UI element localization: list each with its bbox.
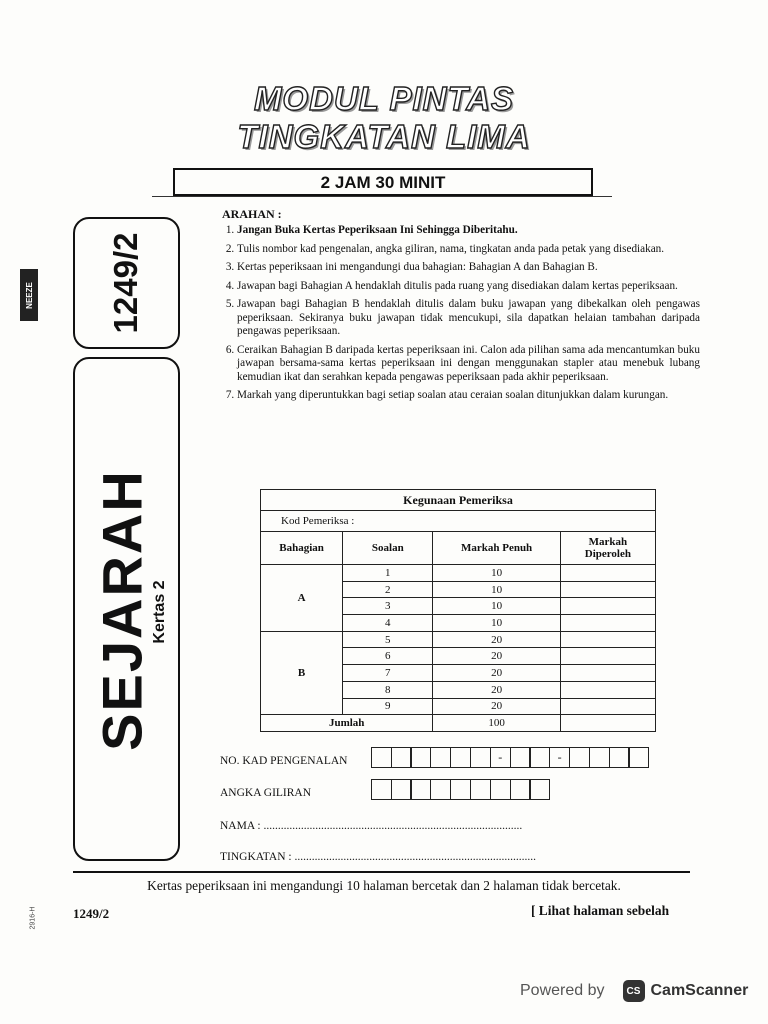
ic-digit-box[interactable] <box>569 747 590 768</box>
ic-digit-box[interactable] <box>510 747 531 768</box>
instruction-item: 5. Jawapan bagi Bahagian B hendaklah ditulis dalam buku jawapan yang dibekalkan oleh pengawas peperiksaan. Sekiranya buku jawapan tidak mencukupi, sila dapatkan helaian tambahan daripada pengawas peperiksaan. <box>237 298 700 338</box>
table-title: Kegunaan Pemeriksa <box>261 490 656 511</box>
ic-separator: - <box>549 747 570 768</box>
section-a-label: A <box>261 565 343 632</box>
instructions-heading: ARAHAN : <box>222 207 282 221</box>
marks-obtained-cell[interactable] <box>560 581 655 598</box>
class-field[interactable]: TINGKATAN : .................................................................................... <box>220 851 536 863</box>
index-number-boxes[interactable] <box>372 779 550 800</box>
examiner-table <box>260 489 656 732</box>
index-digit-box[interactable] <box>391 779 412 800</box>
header-section: Bahagian <box>261 532 343 565</box>
total-full-marks: 100 <box>433 715 560 732</box>
page-count-note: Kertas peperiksaan ini mengandungi 10 halaman bercetak dan 2 halaman tidak bercetak. <box>147 878 621 893</box>
class-label: TINGKATAN : <box>220 851 292 863</box>
instruction-item: 6. Ceraikan Bahagian B daripada kertas peperiksaan ini. Calon ada pilihan sama ada mencantumkan buku jawapan bersama-sama kertas peperiksaan ini dengan menggunakan stapler atau menebuk lubang kemudian ikat dan serahkan kepada pengawas peperiksaan pada akhir peperiksaan. <box>237 344 700 384</box>
instruction-item: 7. Markah yang diperuntukkan bagi setiap soalan atau ceraian soalan ditunjukkan dalam kurungan. <box>237 389 700 402</box>
total-label: Jumlah <box>261 715 433 732</box>
index-digit-box[interactable] <box>371 779 392 800</box>
full-marks: 20 <box>433 665 560 682</box>
index-digit-box[interactable] <box>470 779 491 800</box>
question-number: 3 <box>343 598 433 615</box>
full-marks: 10 <box>433 615 560 632</box>
question-number: 8 <box>343 681 433 698</box>
name-field[interactable]: NAMA : .......................................................................................... <box>220 820 523 832</box>
index-digit-box[interactable] <box>450 779 471 800</box>
question-number: 4 <box>343 615 433 632</box>
ic-digit-box[interactable] <box>470 747 491 768</box>
index-digit-box[interactable] <box>410 779 431 800</box>
instruction-item: 3. Kertas peperiksaan ini mengandungi dua bahagian: Bahagian A dan Bahagian B. <box>237 261 700 274</box>
marks-obtained-cell[interactable] <box>560 665 655 682</box>
full-marks: 20 <box>433 698 560 715</box>
marks-obtained-cell[interactable] <box>560 648 655 665</box>
question-number: 6 <box>343 648 433 665</box>
index-digit-box[interactable] <box>490 779 511 800</box>
examiner-code-label: Kod Pemeriksa : <box>281 515 355 527</box>
module-title-line1: MODUL PINTAS <box>253 80 515 117</box>
full-marks: 20 <box>433 648 560 665</box>
examiner-code-field[interactable] <box>261 511 656 532</box>
ic-digit-box[interactable] <box>391 747 412 768</box>
header-question: Soalan <box>343 532 433 565</box>
index-digit-box[interactable] <box>529 779 550 800</box>
full-marks: 10 <box>433 581 560 598</box>
ic-digit-box[interactable] <box>450 747 471 768</box>
side-code: 2916-H <box>29 906 37 930</box>
index-digit-box[interactable] <box>430 779 451 800</box>
paper-code: 1249/2 <box>107 232 144 334</box>
ic-number-boxes[interactable] <box>372 747 649 768</box>
marks-obtained-cell[interactable] <box>560 565 655 582</box>
marks-obtained-cell[interactable] <box>560 615 655 632</box>
full-marks: 20 <box>433 681 560 698</box>
footer-divider <box>73 871 690 873</box>
divider <box>152 196 612 197</box>
instruction-item: 4. Jawapan bagi Bahagian A hendaklah ditulis pada ruang yang disediakan dalam kertas peperiksaan. <box>237 280 700 293</box>
ic-separator: - <box>490 747 511 768</box>
name-label: NAMA : <box>220 820 261 832</box>
camscanner-logo-icon: CS <box>623 980 645 1002</box>
ic-digit-box[interactable] <box>628 747 649 768</box>
side-tag: NEEZE <box>20 269 38 321</box>
ic-label: NO. KAD PENGENALAN <box>220 755 348 767</box>
instruction-item: 2. Tulis nombor kad pengenalan, angka giliran, nama, tingkatan anda pada petak yang disediakan. <box>237 243 700 256</box>
powered-by-text: Powered by <box>520 982 605 999</box>
full-marks: 10 <box>433 565 560 582</box>
marks-obtained-cell[interactable] <box>560 631 655 648</box>
index-number-label: ANGKA GILIRAN <box>220 787 312 799</box>
section-b-label: B <box>261 631 343 714</box>
index-digit-box[interactable] <box>510 779 531 800</box>
instruction-item: 1. Jangan Buka Kertas Peperiksaan Ini Sehingga Diberitahu. <box>237 224 700 237</box>
subject-title: SEJARAH <box>90 469 154 751</box>
marks-obtained-cell[interactable] <box>560 681 655 698</box>
paper-number: Kertas 2 <box>151 580 168 644</box>
duration-box: 2 JAM 30 MINIT <box>173 168 593 196</box>
full-marks: 10 <box>433 598 560 615</box>
camscanner-watermark <box>520 980 748 1002</box>
module-title-line2: TINGKATAN LIMA <box>237 118 531 155</box>
header-marks-obtained: Markah Diperoleh <box>560 532 655 565</box>
question-number: 2 <box>343 581 433 598</box>
ic-digit-box[interactable] <box>529 747 550 768</box>
full-marks: 20 <box>433 631 560 648</box>
marks-obtained-cell[interactable] <box>560 698 655 715</box>
ic-digit-box[interactable] <box>430 747 451 768</box>
marks-obtained-cell[interactable] <box>560 598 655 615</box>
total-obtained-cell[interactable] <box>560 715 655 732</box>
ic-digit-box[interactable] <box>410 747 431 768</box>
ic-digit-box[interactable] <box>609 747 630 768</box>
question-number: 7 <box>343 665 433 682</box>
footer-paper-code: 1249/2 <box>73 906 110 921</box>
question-number: 1 <box>343 565 433 582</box>
question-number: 5 <box>343 631 433 648</box>
header-full-marks: Markah Penuh <box>433 532 560 565</box>
ic-digit-box[interactable] <box>589 747 610 768</box>
instructions-list <box>222 224 700 408</box>
ic-digit-box[interactable] <box>371 747 392 768</box>
camscanner-brand: CamScanner <box>650 982 749 999</box>
question-number: 9 <box>343 698 433 715</box>
next-page-note: [ Lihat halaman sebelah <box>531 903 670 918</box>
